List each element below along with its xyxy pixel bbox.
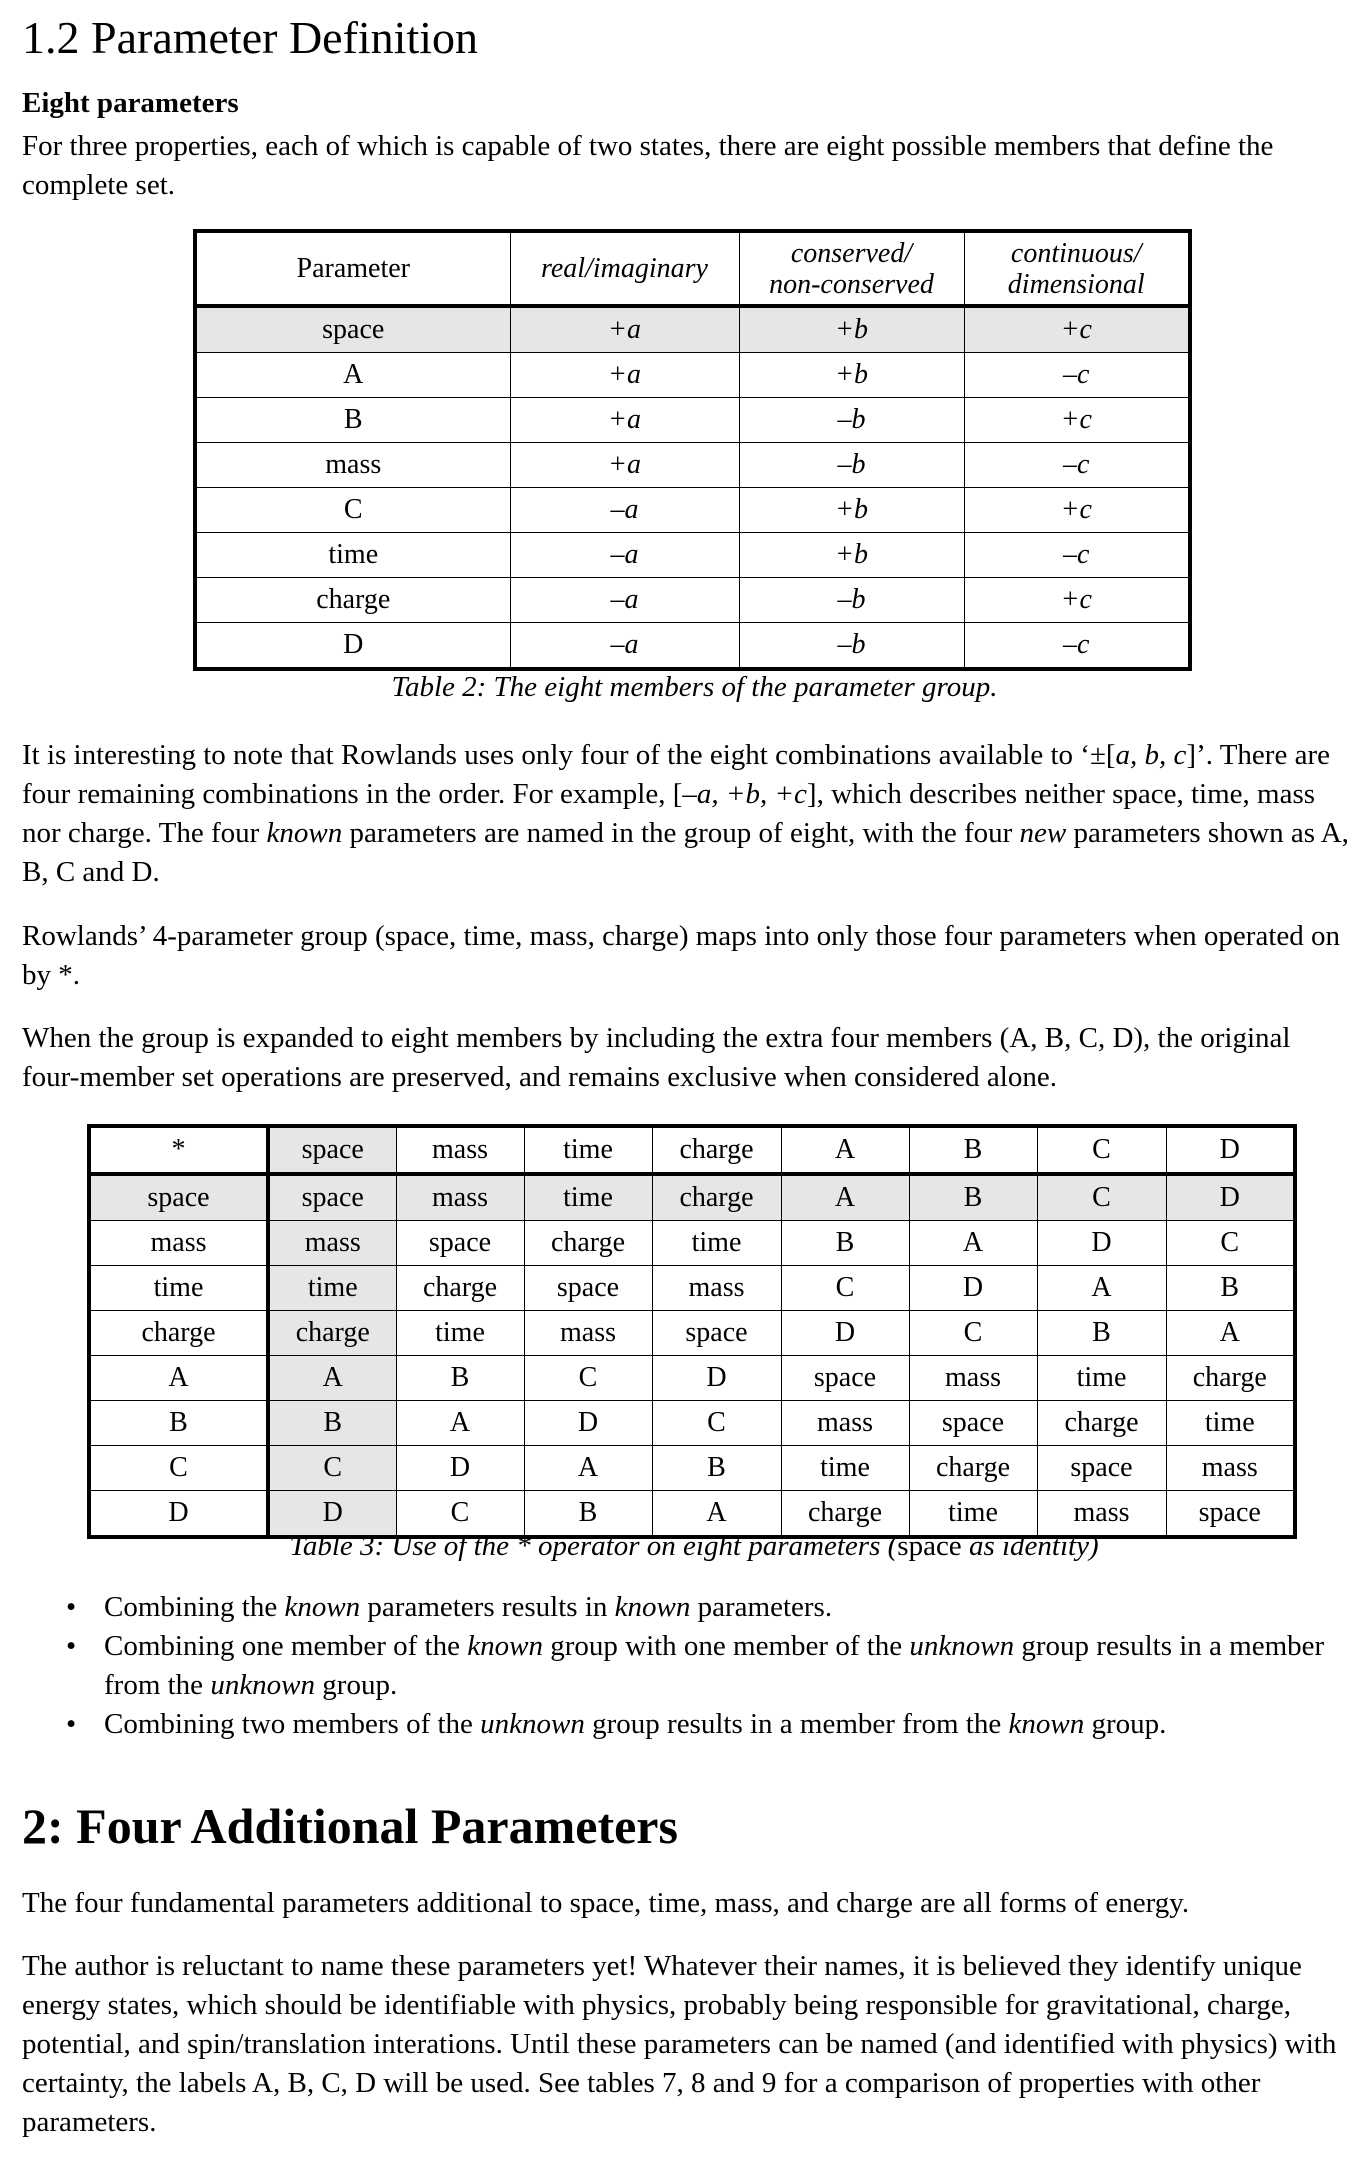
operator-result-cell: mass — [652, 1266, 781, 1311]
parameter-name-cell: mass — [195, 443, 510, 488]
operator-result-cell: C — [781, 1266, 909, 1311]
operator-column-header: space — [268, 1126, 396, 1174]
parameter-table — [193, 229, 1192, 671]
operator-row — [89, 1401, 1295, 1446]
operator-result-cell: space — [524, 1266, 652, 1311]
parameter-value-cell: +a — [510, 306, 739, 353]
bullet-item: • Combining two members of the unknown group results in a member from the known group. — [22, 1705, 1352, 1744]
parameter-row — [195, 488, 1190, 533]
parameter-row — [195, 533, 1190, 578]
operator-result-cell: C — [1037, 1174, 1166, 1221]
operator-result-cell: space — [652, 1311, 781, 1356]
parameter-value-cell: +b — [739, 533, 964, 578]
bullet-list — [22, 1588, 1352, 1744]
operator-result-cell: space — [1166, 1491, 1295, 1538]
operator-column-header: time — [524, 1126, 652, 1174]
header-conserved-line1: conserved/ — [790, 237, 913, 269]
operator-result-cell: space — [909, 1401, 1037, 1446]
operator-result-cell: charge — [652, 1174, 781, 1221]
operator-column-header: A — [781, 1126, 909, 1174]
parameter-row — [195, 623, 1190, 670]
operator-result-cell: charge — [909, 1446, 1037, 1491]
operator-result-cell: B — [396, 1356, 524, 1401]
intro-paragraph: For three properties, each of which is capable of two states, there are eight possible members that define the complete set. — [22, 130, 1274, 201]
operator-result-cell: mass — [909, 1356, 1037, 1401]
operator-result-cell: A — [1166, 1311, 1295, 1356]
parameter-value-cell: +b — [739, 353, 964, 398]
operator-row — [89, 1356, 1295, 1401]
parameter-name-cell: D — [195, 623, 510, 670]
operator-result-cell: charge — [524, 1221, 652, 1266]
parameter-value-cell: –a — [510, 533, 739, 578]
parameter-row — [195, 578, 1190, 623]
parameter-name-cell: A — [195, 353, 510, 398]
operator-result-cell: D — [524, 1401, 652, 1446]
operator-result-cell: A — [781, 1174, 909, 1221]
header-real-imaginary: real/imaginary — [510, 231, 739, 306]
parameter-value-cell: –b — [739, 623, 964, 670]
operator-result-cell: D — [652, 1356, 781, 1401]
operator-result-cell: C — [268, 1446, 396, 1491]
operator-result-cell: C — [1166, 1221, 1295, 1266]
operator-result-cell: mass — [1037, 1491, 1166, 1538]
operator-result-cell: time — [1166, 1401, 1295, 1446]
operator-result-cell: B — [1166, 1266, 1295, 1311]
operator-result-cell: space — [1037, 1446, 1166, 1491]
table3-caption: Table 3: Use of the * operator on eight parameters (space as identity) — [289, 1530, 1099, 1562]
operator-row-header: mass — [89, 1221, 268, 1266]
operator-result-cell: A — [1037, 1266, 1166, 1311]
operator-result-cell: time — [524, 1174, 652, 1221]
operator-result-cell: B — [268, 1401, 396, 1446]
section2-title: 2: Four Additional Parameters — [22, 1798, 678, 1854]
operator-row — [89, 1221, 1295, 1266]
operator-result-cell: mass — [268, 1221, 396, 1266]
parameter-name-cell: B — [195, 398, 510, 443]
operator-table — [87, 1124, 1297, 1539]
parameter-value-cell: –c — [964, 443, 1190, 488]
bullet-dot-icon: • — [66, 1591, 77, 1623]
operator-result-cell: mass — [1166, 1446, 1295, 1491]
operator-result-cell: charge — [1166, 1356, 1295, 1401]
operator-result-cell: D — [1166, 1174, 1295, 1221]
paragraph-expanded-group: When the group is expanded to eight members by including the extra four members (A, B, C, D), the original four-member set operations are preserved, and remains exclusive when considered alone. — [22, 1022, 1291, 1093]
paragraph-author-reluctant: The author is reluctant to name these parameters yet! Whatever their names, it is believed they identify unique energy states, which should be identifiable with physics, probably being responsible for gravitational, charge, potential, and spin/translation interations. Until these parameters can be named (and identified with physics) with certainty, the labels A, B, C, D will be used. See tables 7, 8 and 9 for a comparison of properties with other parameters. — [22, 1950, 1337, 2138]
operator-table-header — [89, 1126, 1295, 1174]
bullet-item: • Combining one member of the known group with one member of the unknown group results in a member from the unknown group. — [22, 1627, 1352, 1705]
parameter-value-cell: –c — [964, 533, 1190, 578]
operator-result-cell: C — [396, 1491, 524, 1538]
parameter-value-cell: –b — [739, 443, 964, 488]
operator-column-header: D — [1166, 1126, 1295, 1174]
operator-row — [89, 1311, 1295, 1356]
operator-row-header: time — [89, 1266, 268, 1311]
parameter-value-cell: –c — [964, 623, 1190, 670]
operator-result-cell: charge — [781, 1491, 909, 1538]
operator-result-cell: A — [652, 1491, 781, 1538]
operator-row-header: B — [89, 1401, 268, 1446]
header-continuous-line2: dimensional — [1007, 268, 1145, 300]
operator-row-header: D — [89, 1491, 268, 1538]
operator-row-header: C — [89, 1446, 268, 1491]
operator-result-cell: mass — [781, 1401, 909, 1446]
operator-row-header: space — [89, 1174, 268, 1221]
parameter-value-cell: –b — [739, 398, 964, 443]
parameter-value-cell: –a — [510, 623, 739, 670]
bullet-item: • Combining the known parameters results in known parameters. — [22, 1588, 1352, 1627]
parameter-row — [195, 353, 1190, 398]
operator-result-cell: time — [652, 1221, 781, 1266]
operator-table-body — [89, 1126, 1295, 1537]
operator-result-cell: time — [396, 1311, 524, 1356]
table2-caption: Table 2: The eight members of the parameter group. — [391, 671, 998, 703]
operator-result-cell: space — [781, 1356, 909, 1401]
operator-result-cell: D — [1037, 1221, 1166, 1266]
parameter-table-body — [195, 306, 1190, 669]
operator-result-cell: mass — [396, 1174, 524, 1221]
parameter-value-cell: +b — [739, 306, 964, 353]
operator-column-header: C — [1037, 1126, 1166, 1174]
header-conserved — [739, 231, 964, 306]
operator-result-cell: charge — [1037, 1401, 1166, 1446]
bullet-dot-icon: • — [66, 1630, 77, 1662]
operator-row — [89, 1446, 1295, 1491]
parameter-name-cell: charge — [195, 578, 510, 623]
operator-result-cell: A — [268, 1356, 396, 1401]
operator-result-cell: time — [909, 1491, 1037, 1538]
operator-result-cell: C — [652, 1401, 781, 1446]
operator-result-cell: A — [524, 1446, 652, 1491]
operator-result-cell: time — [1037, 1356, 1166, 1401]
parameter-row — [195, 443, 1190, 488]
header-parameter: Parameter — [195, 231, 510, 306]
operator-result-cell: charge — [396, 1266, 524, 1311]
operator-result-cell: B — [1037, 1311, 1166, 1356]
header-continuous-line1: continuous/ — [1010, 237, 1142, 269]
parameter-name-cell: time — [195, 533, 510, 578]
paragraph-rowlands-group: Rowlands’ 4-parameter group (space, time, mass, charge) maps into only those four parameters when operated on by *. — [22, 920, 1340, 991]
section-title: 1.2 Parameter Definition — [22, 12, 479, 63]
operator-result-cell: C — [909, 1311, 1037, 1356]
operator-result-cell: B — [781, 1221, 909, 1266]
header-continuous — [964, 231, 1190, 306]
operator-symbol-cell: * — [89, 1126, 268, 1174]
operator-result-cell: space — [396, 1221, 524, 1266]
operator-result-cell: D — [268, 1491, 396, 1538]
paragraph-energy-forms: The four fundamental parameters additional to space, time, mass, and charge are all forms of energy. — [22, 1887, 1190, 1919]
parameter-row — [195, 398, 1190, 443]
parameter-value-cell: –b — [739, 578, 964, 623]
operator-result-cell: charge — [268, 1311, 396, 1356]
operator-row — [89, 1174, 1295, 1221]
operator-result-cell: A — [909, 1221, 1037, 1266]
parameter-value-cell: –c — [964, 353, 1190, 398]
operator-result-cell: mass — [524, 1311, 652, 1356]
operator-result-cell: D — [909, 1266, 1037, 1311]
parameter-value-cell: +c — [964, 306, 1190, 353]
parameter-value-cell: +c — [964, 398, 1190, 443]
parameter-value-cell: +c — [964, 488, 1190, 533]
parameter-value-cell: +a — [510, 353, 739, 398]
operator-result-cell: A — [396, 1401, 524, 1446]
parameter-value-cell: –a — [510, 578, 739, 623]
parameter-row — [195, 306, 1190, 353]
parameter-value-cell: +b — [739, 488, 964, 533]
header-conserved-line2: non-conserved — [769, 268, 934, 300]
operator-row-header: A — [89, 1356, 268, 1401]
operator-column-header: B — [909, 1126, 1037, 1174]
subheading: Eight parameters — [22, 87, 239, 119]
parameter-value-cell: +a — [510, 398, 739, 443]
operator-column-header: charge — [652, 1126, 781, 1174]
operator-result-cell: time — [781, 1446, 909, 1491]
parameter-value-cell: –a — [510, 488, 739, 533]
operator-result-cell: B — [652, 1446, 781, 1491]
parameter-value-cell: +a — [510, 443, 739, 488]
operator-result-cell: B — [909, 1174, 1037, 1221]
operator-result-cell: C — [524, 1356, 652, 1401]
parameter-table-header — [195, 231, 1190, 306]
bullet-dot-icon: • — [66, 1708, 77, 1740]
operator-column-header: mass — [396, 1126, 524, 1174]
operator-result-cell: D — [396, 1446, 524, 1491]
operator-row — [89, 1266, 1295, 1311]
parameter-name-cell: C — [195, 488, 510, 533]
parameter-value-cell: +c — [964, 578, 1190, 623]
operator-result-cell: B — [524, 1491, 652, 1538]
operator-result-cell: space — [268, 1174, 396, 1221]
operator-result-cell: D — [781, 1311, 909, 1356]
operator-row-header: charge — [89, 1311, 268, 1356]
paragraph-rowlands-combinations: It is interesting to note that Rowlands uses only four of the eight combinations available to ‘±[a, b, c]’. There are four remaining combinations in the order. For example, [–a, +b, +c], which describes neither space, time, mass nor charge. The four known parameters are named in the group of eight, with the four new parameters shown as A, B, C and D. — [22, 739, 1349, 888]
operator-result-cell: time — [268, 1266, 396, 1311]
parameter-name-cell: space — [195, 306, 510, 353]
